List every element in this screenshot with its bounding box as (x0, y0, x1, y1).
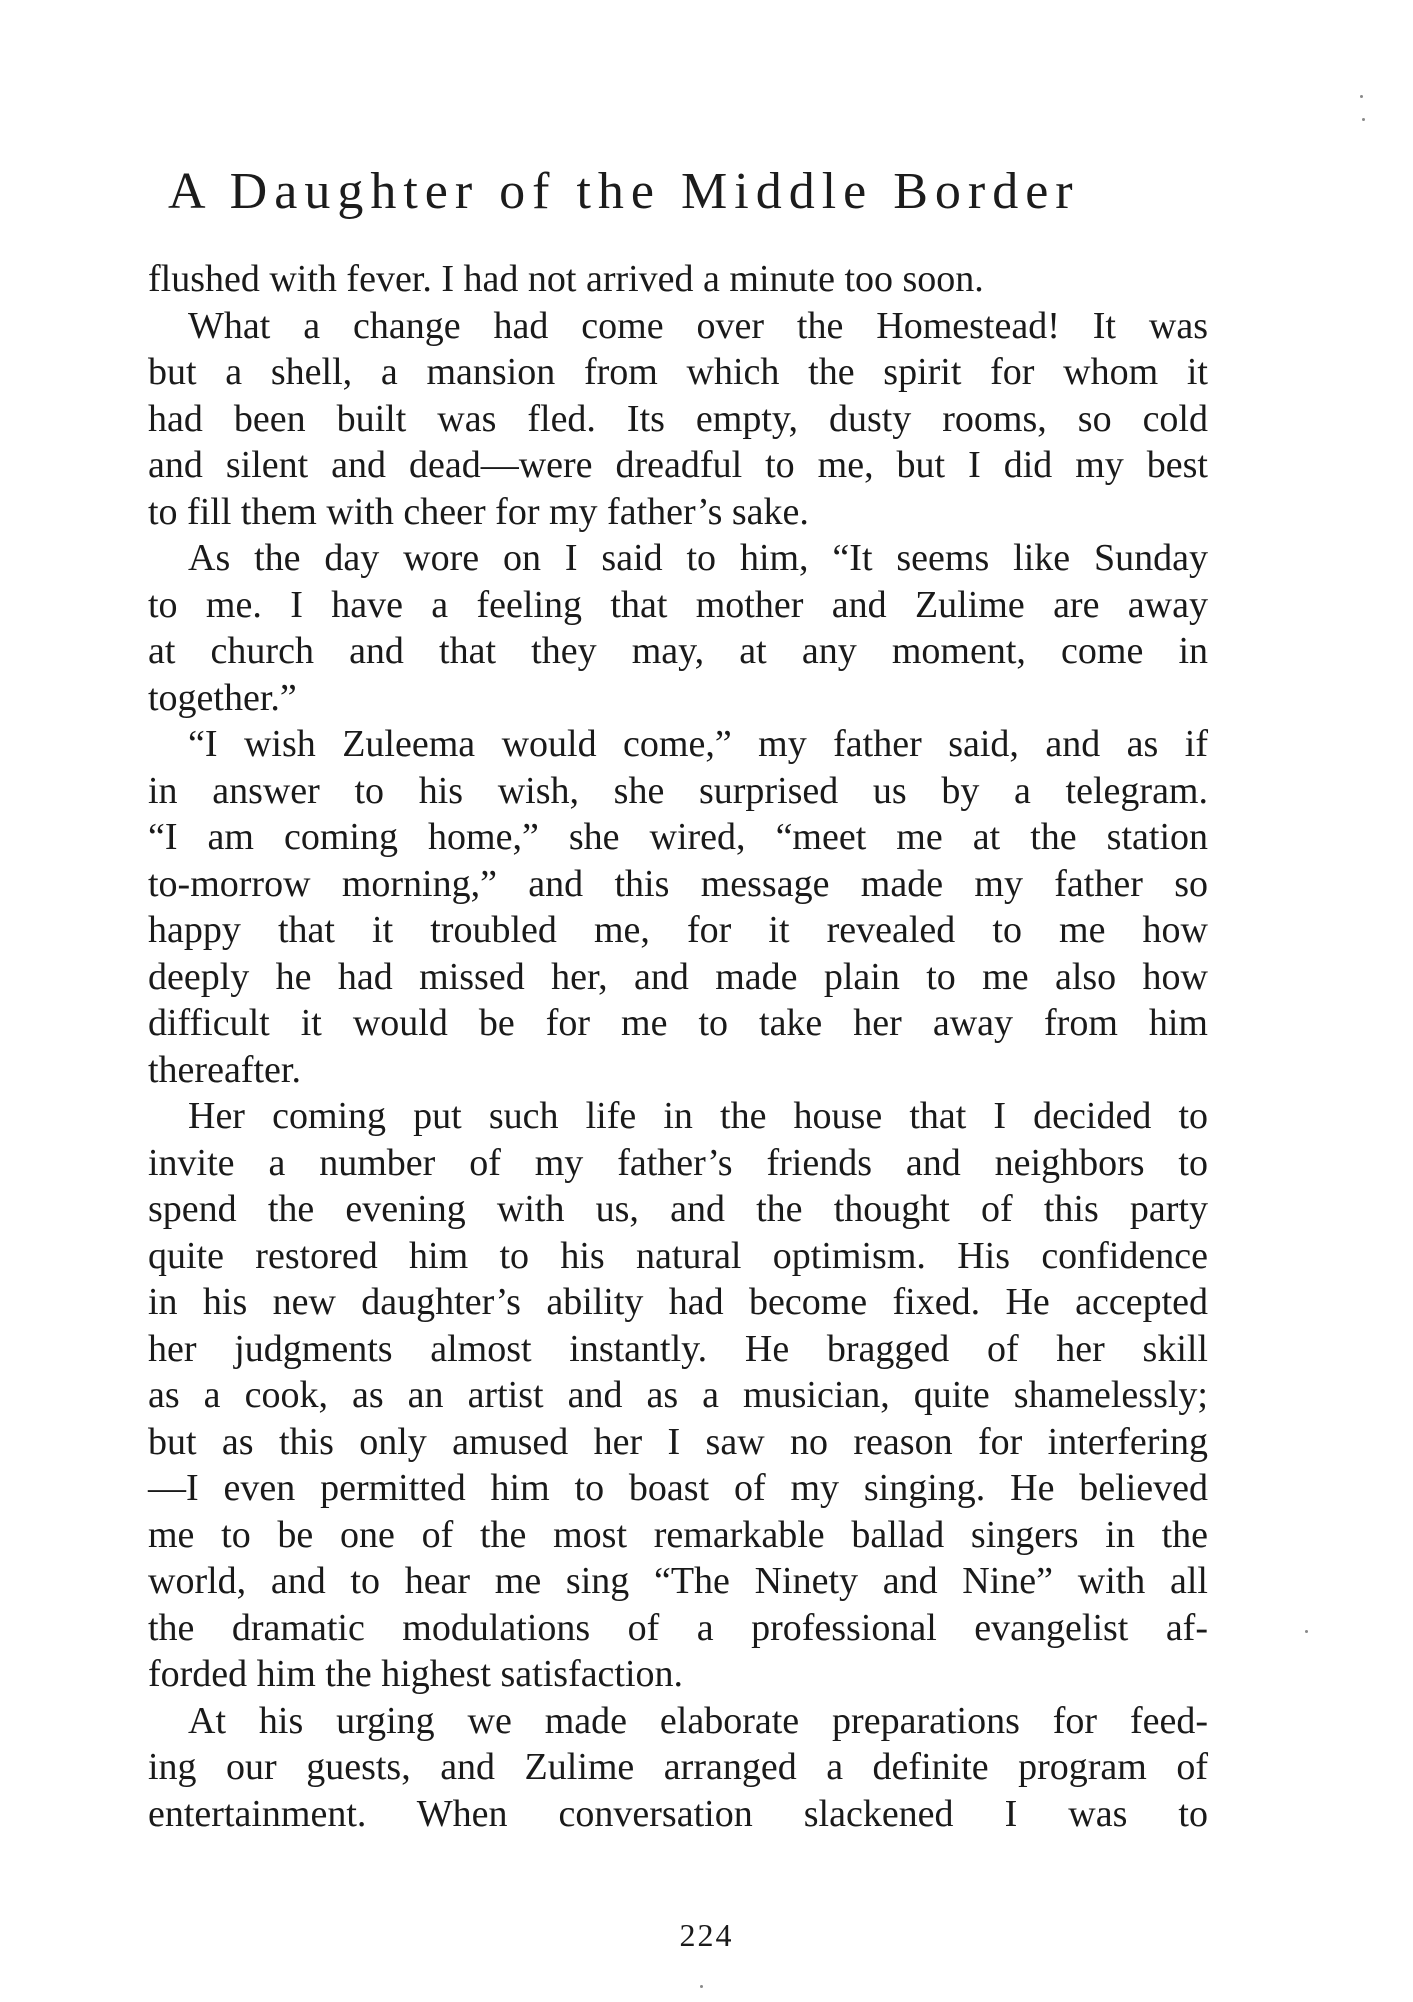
text-line: in answer to his wish, she surprised us by a telegram. (148, 769, 1208, 812)
text-line: forded him the highest satisfaction. (148, 1653, 684, 1695)
scan-speck (700, 1985, 703, 1988)
text-line: flushed with fever. I had not arrived a minute too soon. (148, 258, 984, 300)
text-line: to me. I have a feeling that mother and Zulime are away (148, 583, 1208, 626)
text-line: spend the evening with us, and the thought of this party (148, 1188, 1208, 1230)
text-line: but a shell, a mansion from which the spirit for whom it (148, 351, 1208, 393)
text-line: her judgments almost instantly. He bragged of her skill (148, 1327, 1208, 1370)
text-line: At his urging we made elaborate preparations for feed- (188, 1699, 1208, 1742)
text-line: world, and to hear me sing “The Ninety and Nine” with all (148, 1560, 1208, 1602)
text-line: entertainment. When conversation slackened I was to (148, 1792, 1208, 1835)
text-line: together.” (148, 676, 297, 719)
text-line: ing our guests, and Zulime arranged a definite program of (148, 1746, 1208, 1788)
body-text (148, 256, 1208, 1837)
text-line: had been built was fled. Its empty, dusty rooms, so cold (148, 397, 1208, 440)
text-line: invite a number of my father’s friends and neighbors to (148, 1141, 1208, 1184)
text-line: as a cook, as an artist and as a musician, quite shamelessly; (148, 1374, 1208, 1416)
scan-speck (1362, 118, 1365, 121)
scan-speck (1305, 1630, 1308, 1633)
text-line: at church and that they may, at any moment, come in (148, 630, 1208, 672)
text-line: in his new daughter’s ability had become fixed. He accepted (148, 1281, 1208, 1323)
text-line: happy that it troubled me, for it revealed to me how (148, 909, 1208, 951)
text-line: quite restored him to his natural optimism. His confidence (148, 1234, 1208, 1277)
text-line: As the day wore on I said to him, “It seems like Sunday (188, 537, 1208, 579)
page-number: 224 (679, 1917, 734, 1953)
text-line: —I even permitted him to boast of my singing. He believed (148, 1467, 1208, 1509)
text-line: but as this only amused her I saw no reason for interfering (148, 1420, 1208, 1463)
text-line: to fill them with cheer for my father’s sake. (148, 490, 809, 533)
text-line: difficult it would be for me to take her away from him (148, 1002, 1208, 1044)
text-line: me to be one of the most remarkable ballad singers in the (148, 1513, 1208, 1556)
text-line: Her coming put such life in the house that I decided to (188, 1095, 1208, 1137)
text-line: thereafter. (148, 1048, 301, 1091)
text-line: What a change had come over the Homestead! It was (188, 304, 1208, 347)
scan-speck (1360, 95, 1363, 98)
running-head: A Daughter of the Middle Border (168, 163, 1080, 220)
text-line: “I wish Zuleema would come,” my father said, and as if (188, 723, 1208, 765)
text-line: and silent and dead—were dreadful to me, but I did my best (148, 444, 1208, 486)
text-line: the dramatic modulations of a professional evangelist af- (148, 1606, 1208, 1649)
text-line: deeply he had missed her, and made plain to me also how (148, 955, 1208, 998)
text-line: to-morrow morning,” and this message made my father so (148, 862, 1208, 905)
text-line: “I am coming home,” she wired, “meet me at the station (148, 816, 1208, 858)
